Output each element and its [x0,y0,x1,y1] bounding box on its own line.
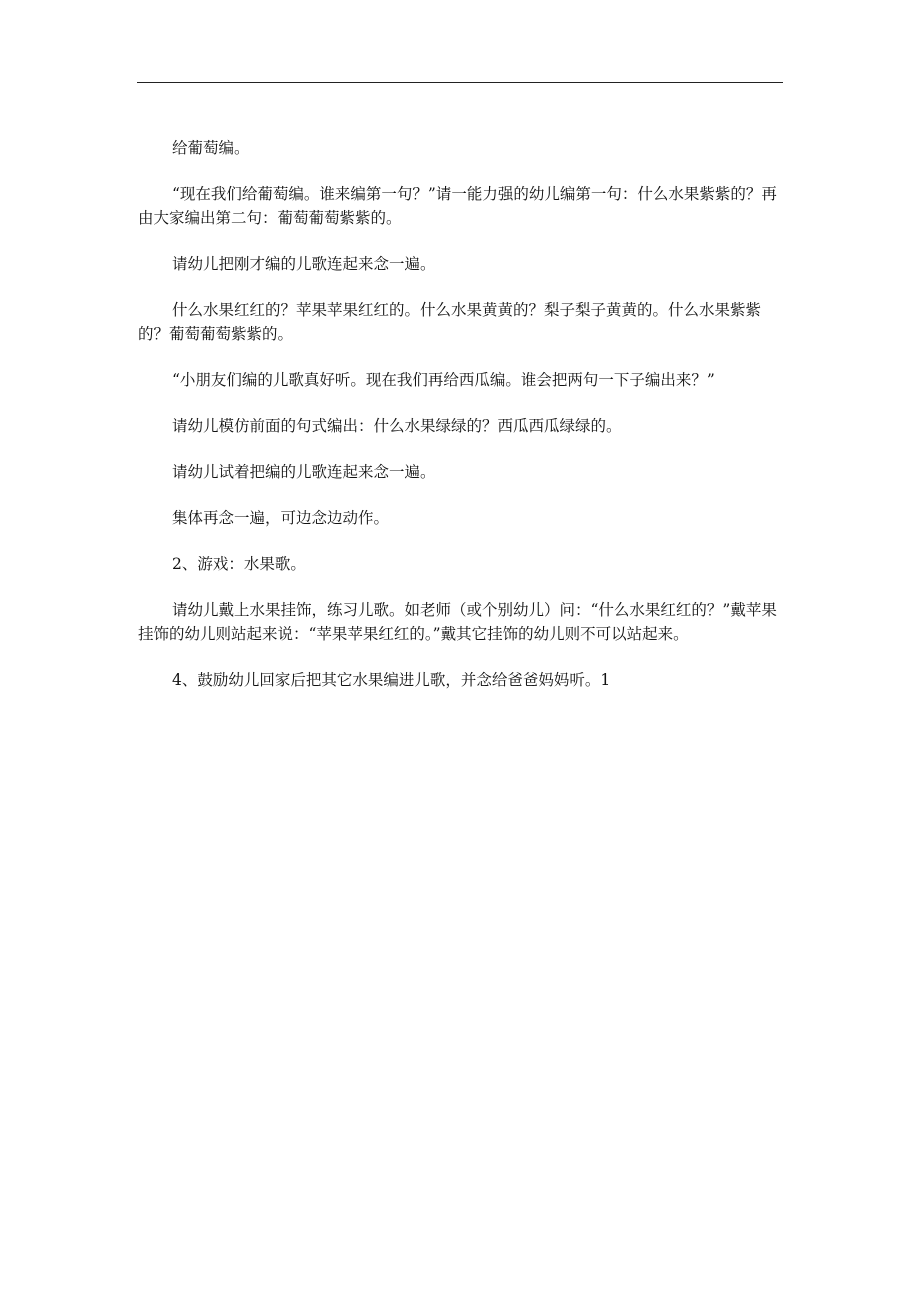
paragraph: 集体再念一遍，可边念边动作。 [172,509,390,527]
paragraph: 请幼儿试着把编的儿歌连起来念一遍。 [172,463,436,481]
paragraph: 请幼儿戴上水果挂饰，练习儿歌。如老师（或个别幼儿）问：“什么水果红红的？”戴苹果挂饰的幼儿则站起来说：“苹果苹果红红的。”戴其它挂饰的幼儿则不可以站起来。 [138,601,777,643]
paragraph: 2、游戏：水果歌。 [172,555,306,573]
paragraph: 请幼儿模仿前面的句式编出：什么水果绿绿的？西瓜西瓜绿绿的。 [172,417,622,435]
paragraph: 4、鼓励幼儿回家后把其它水果编进儿歌，并念给爸爸妈妈听。1 [172,671,611,689]
header-rule [137,82,783,83]
paragraph: 给葡萄编。 [172,139,250,157]
paragraph: 请幼儿把刚才编的儿歌连起来念一遍。 [172,255,436,273]
paragraph: “小朋友们编的儿歌真好听。现在我们再给西瓜编。谁会把两句一下子编出来？” [172,371,715,389]
paragraph: “现在我们给葡萄编。谁来编第一句？”请一能力强的幼儿编第一句：什么水果紫紫的？再由大家编出第二句：葡萄葡萄紫紫的。 [138,185,777,227]
document-body [138,136,784,714]
paragraph: 什么水果红红的？苹果苹果红红的。什么水果黄黄的？梨子梨子黄黄的。什么水果紫紫的？葡萄葡萄紫紫的。 [138,301,762,343]
